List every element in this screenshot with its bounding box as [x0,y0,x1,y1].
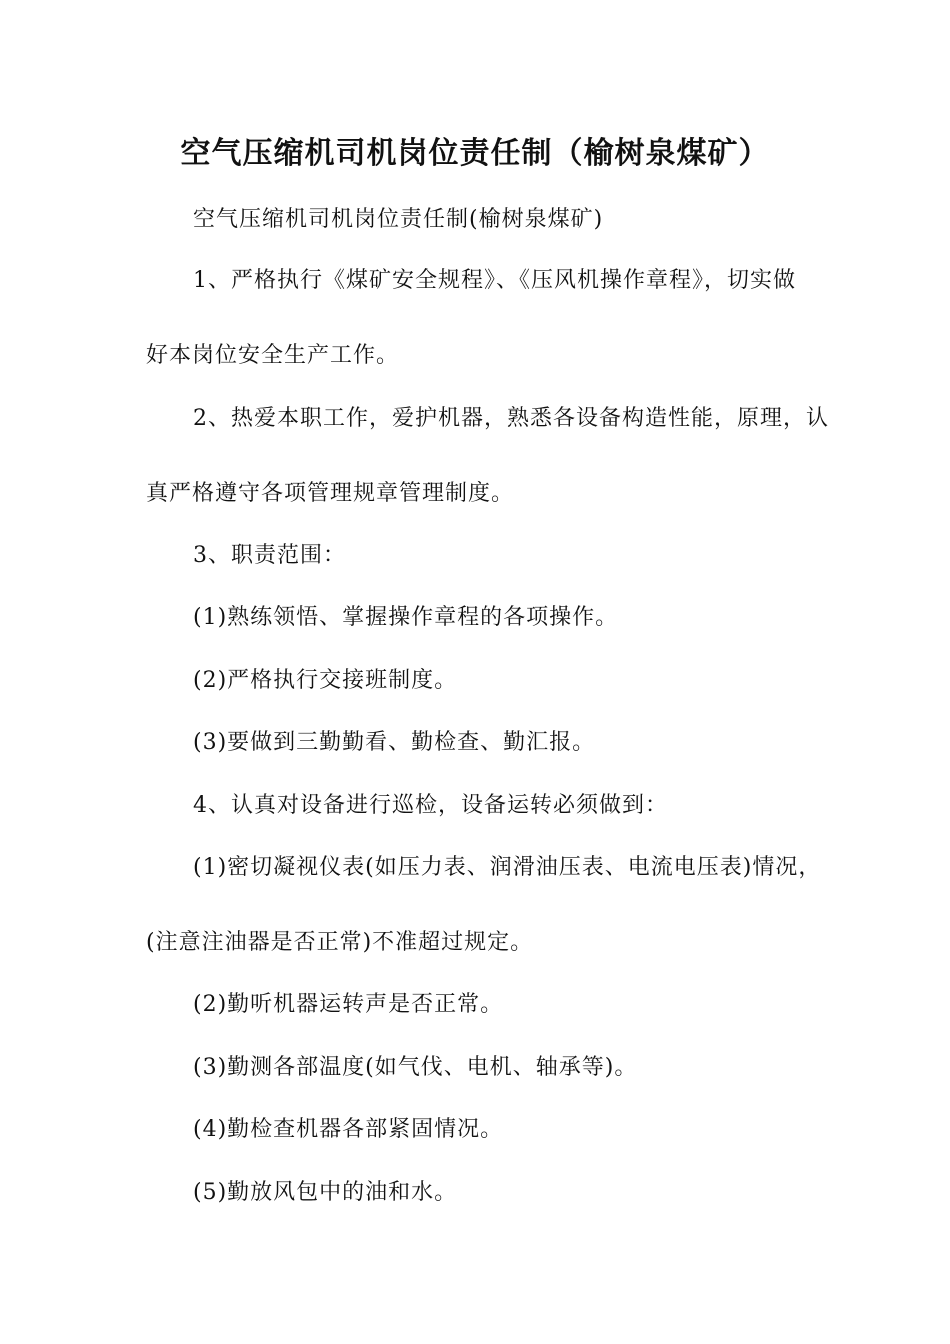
list-item-4-1-line-1: (1)密切凝视仪表(如压力表、润滑油压表、电流电压表)情况， [193,855,822,880]
paragraph-2-line-1: 2、热爱本职工作，爱护机器，熟悉各设备构造性能，原理，认 [193,406,829,431]
list-item-3-1: (1)熟练领悟、掌握操作章程的各项操作。 [193,605,619,630]
paragraph-2-line-2: 真严格遵守各项管理规章管理制度。 [146,481,515,506]
list-item-3-3: (3)要做到三勤勤看、勤检查、勤汇报。 [193,730,596,755]
list-item-3-2: (2)严格执行交接班制度。 [193,668,458,693]
list-item-4-2: (2)勤听机器运转声是否正常。 [193,992,504,1017]
paragraph-1-line-1: 1、严格执行《煤矿安全规程》、《压风机操作章程》，切实做 [193,268,796,293]
list-item-4-5: (5)勤放风包中的油和水。 [193,1180,458,1205]
document-title: 空气压缩机司机岗位责任制（榆树泉煤矿） [180,136,770,171]
list-item-4-3: (3)勤测各部温度(如气伐、电机、轴承等)。 [193,1055,638,1080]
list-item-4-1-line-2: (注意注油器是否正常)不准超过规定。 [146,930,534,955]
paragraph-4-heading: 4、认真对设备进行巡检，设备运转必须做到： [193,793,668,818]
paragraph-3-heading: 3、职责范围： [193,543,346,568]
list-item-4-4: (4)勤检查机器各部紧固情况。 [193,1117,504,1142]
paragraph-1-line-2: 好本岗位安全生产工作。 [146,343,400,368]
subtitle-line: 空气压缩机司机岗位责任制(榆树泉煤矿) [193,207,604,232]
